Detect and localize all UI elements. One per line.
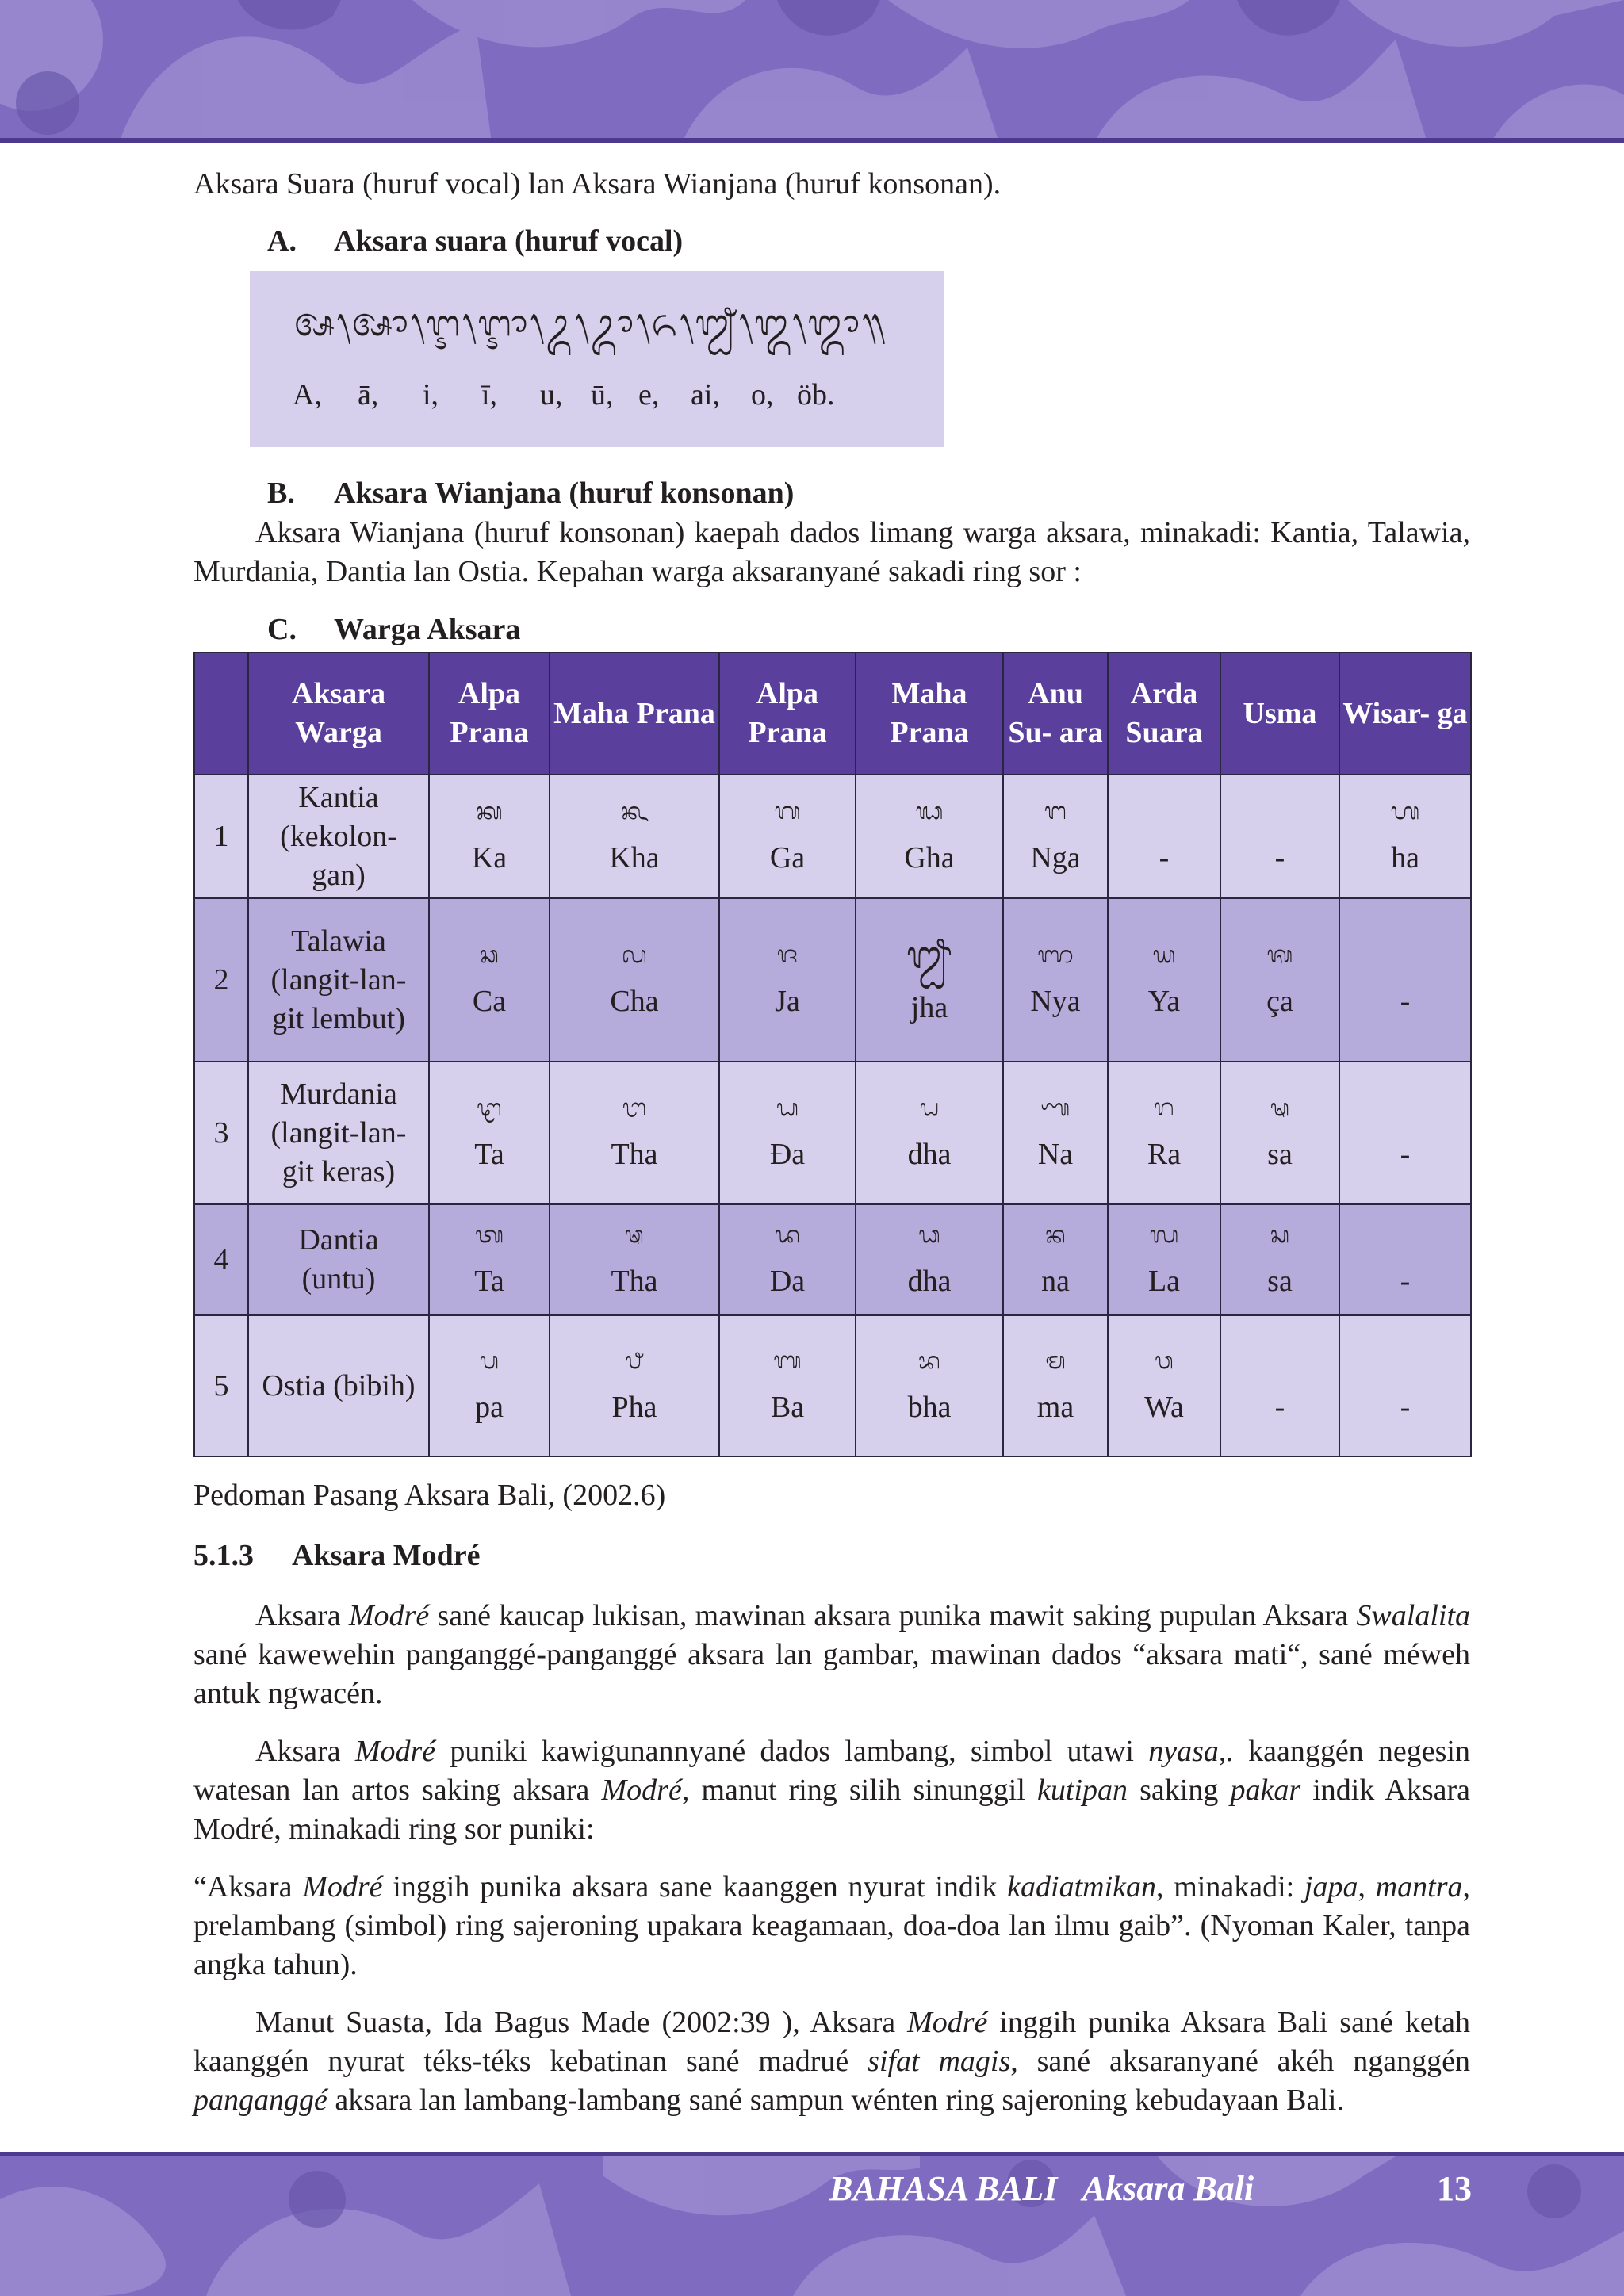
- latin-transliteration: pa: [475, 1390, 504, 1424]
- letter-pair: [1004, 796, 1107, 878]
- letter-cell: [856, 1315, 1003, 1456]
- text-run: “Aksara: [193, 1870, 303, 1904]
- latin-transliteration: -: [1400, 1137, 1411, 1171]
- text-run: , minakadi:: [1156, 1870, 1304, 1904]
- balinese-glyph: ᬝ: [477, 1093, 502, 1122]
- balinese-glyph: ᬦ: [1045, 1220, 1066, 1249]
- latin-transliteration: ha: [1391, 840, 1419, 874]
- balinese-glyph: ᬘ: [480, 940, 499, 969]
- text-run: Manut Suasta, Ida Bagus Made (2002:39 ), Aksara: [255, 2006, 908, 2039]
- letter-cell: [1108, 775, 1220, 898]
- letter-cell: [1339, 775, 1471, 898]
- balinese-glyph: ᬜ: [1037, 940, 1074, 969]
- letter-cell: [1003, 898, 1108, 1062]
- letter-pair: [430, 1219, 549, 1301]
- section-b-heading: B. Aksara Wianjana (huruf konsonan): [267, 476, 795, 510]
- latin-transliteration: Ka: [471, 840, 508, 874]
- letter-pair: [550, 1345, 718, 1427]
- latin-transliteration: Gha: [904, 840, 955, 874]
- letter-cell: [550, 1062, 719, 1204]
- letter-cell: [429, 898, 550, 1062]
- text-run: aksara lan lambang-lambang sané sampun wénten ring sajeroning kebudayaan Bali.: [327, 2084, 1344, 2117]
- letter-pair: [1109, 1219, 1220, 1301]
- intro-line: Aksara Suara (huruf vocal) lan Aksara Wianjana (huruf konsonan).: [193, 167, 1002, 201]
- letter-pair: [1004, 1345, 1107, 1427]
- latin-transliteration: Kha: [609, 840, 660, 874]
- balinese-glyph: ᬳ: [1390, 797, 1420, 825]
- balinese-glyph: ᬖ: [915, 797, 944, 825]
- warga-name-cell: Dantia (untu): [248, 1204, 429, 1315]
- header-cell: Maha Prana: [550, 652, 719, 775]
- letter-cell: [1339, 1062, 1471, 1204]
- letter-cell: [1339, 898, 1471, 1062]
- balinese-glyph: ᬡ: [1040, 1093, 1071, 1122]
- letter-cell: [856, 1062, 1003, 1204]
- latin-transliteration: Tha: [611, 1137, 658, 1171]
- letter-cell: [856, 1204, 1003, 1315]
- latin-transliteration: -: [1274, 840, 1285, 874]
- latin-transliteration: jha: [910, 990, 948, 1024]
- letter-pair: [1340, 1345, 1470, 1427]
- paragraph-3: [193, 2003, 1470, 2120]
- letter-cell: [1108, 1315, 1220, 1456]
- latin-transliteration: Ya: [1147, 984, 1181, 1018]
- balinese-glyph: ᬣ: [625, 1220, 644, 1249]
- row-number-cell: 2: [194, 898, 248, 1062]
- italic-term: sifat magis: [868, 2045, 1011, 2078]
- balinese-glyph: ᬟ: [776, 1093, 799, 1122]
- letter-pair: [856, 1345, 1002, 1427]
- letter-cell: [1220, 775, 1339, 898]
- bottom-ornament-band: [0, 2152, 1624, 2296]
- letter-pair: [1004, 939, 1107, 1021]
- table-row: [194, 898, 1471, 1062]
- band-edge-line: [0, 2152, 1624, 2156]
- header-cell: Alpa Prana: [429, 652, 550, 775]
- header-cell: [194, 652, 248, 775]
- latin-transliteration: Đa: [769, 1137, 806, 1171]
- top-ornament-band: [0, 0, 1624, 143]
- letter-pair: [720, 1219, 855, 1301]
- balinese-glyph: ᬲ: [1270, 1220, 1290, 1249]
- italic-term: mantra: [1375, 1870, 1463, 1904]
- paragraph-1: [193, 1597, 1470, 1713]
- latin-transliteration: -: [1400, 984, 1411, 1018]
- latin-transliteration: na: [1041, 1264, 1070, 1298]
- latin-transliteration: -: [1400, 1390, 1411, 1424]
- quote-paragraph: [193, 1868, 1470, 1984]
- letter-cell: [719, 1204, 856, 1315]
- latin-transliteration: -: [1159, 840, 1170, 874]
- letter-pair: [1340, 1093, 1470, 1174]
- latin-transliteration: Na: [1037, 1137, 1074, 1171]
- warga-name-cell: Kantia (kekolon- gan): [248, 775, 429, 898]
- letter-pair: [1004, 1219, 1107, 1301]
- header-cell: Usma: [1220, 652, 1339, 775]
- latin-transliteration: Da: [769, 1264, 806, 1298]
- row-number-cell: 3: [194, 1062, 248, 1204]
- balinese-glyph: ᬠ: [919, 1093, 940, 1122]
- letter-pair: [856, 796, 1002, 878]
- text-run: Aksara: [255, 1735, 355, 1768]
- balinese-glyph: ᬰ: [1266, 940, 1293, 969]
- row-number-cell: 5: [194, 1315, 248, 1456]
- letter-pair: [856, 1219, 1002, 1301]
- text-run: , manut ring silih sinunggil: [681, 1774, 1038, 1807]
- balinese-glyph: ᬢ: [474, 1220, 504, 1249]
- table-source: Pedoman Pasang Aksara Bali, (2002.6): [193, 1479, 666, 1512]
- balinese-glyph: ᬗ: [1044, 797, 1067, 825]
- latin-transliteration: ça: [1266, 984, 1293, 1018]
- section-b-body: Aksara Wianjana (huruf konsonan) kaepah dados limang warga aksara, minakadi: Kantia, Talawia, Murdania, Dantia lan Ostia. Kepahan warga aksaranyané sakadi ring sor :: [193, 516, 1470, 588]
- vocal-letters-box: [250, 271, 944, 447]
- italic-term: Modré: [302, 1870, 383, 1904]
- balinese-glyph: ᬨ: [625, 1346, 644, 1375]
- latin-transliteration: ma: [1036, 1390, 1074, 1424]
- balinese-glyph: ᬬ: [1152, 940, 1176, 969]
- text-run: kaanggén negesin watesan lan artos saking aksara: [193, 1735, 1470, 1807]
- latin-transliteration: Ra: [1147, 1137, 1182, 1171]
- letter-cell: [429, 1062, 550, 1204]
- balinese-glyph: ᬭ: [1154, 1093, 1174, 1122]
- latin-transliteration: Ta: [474, 1264, 504, 1298]
- italic-term: pakar: [1230, 1774, 1301, 1807]
- letter-pair: [430, 796, 549, 878]
- latin-transliteration: Pha: [611, 1390, 657, 1424]
- italic-term: Modré: [601, 1774, 682, 1807]
- letter-cell: [1220, 1204, 1339, 1315]
- balinese-vocal-script: ᬅ᭞ᬆ᭞ᬇ᭞ᬈ᭞ᬉ᭞ᬊ᭞ᬏ᭞ᬐ᭞ᬑ᭞ᬒ᭟: [294, 301, 887, 344]
- letter-pair: [430, 939, 549, 1021]
- letter-pair: [720, 796, 855, 878]
- balinese-glyph: ᬥ: [918, 1220, 940, 1249]
- table-body: [194, 775, 1471, 1456]
- letter-cell: [1108, 1062, 1220, 1204]
- letter-cell: [1220, 1315, 1339, 1456]
- letter-cell: [856, 775, 1003, 898]
- italic-term: Modré: [907, 2006, 988, 2039]
- vocal-latin: ī,: [481, 378, 498, 411]
- balinese-glyph: ᬫ: [1045, 1346, 1066, 1375]
- letter-cell: [1339, 1315, 1471, 1456]
- page-number: 13: [1437, 2169, 1472, 2208]
- letter-cell: [856, 898, 1003, 1062]
- text-run: , prelambang (simbol) ring sajeroning upakara keagamaan, doa-doa lan ilmu gaib”. (Nyoman Kaler, tanpa angka tahun).: [193, 1870, 1470, 1981]
- latin-transliteration: sa: [1267, 1264, 1293, 1298]
- letter-cell: [1220, 1062, 1339, 1204]
- balinese-glyph: ᬛ: [906, 932, 952, 978]
- italic-term: Modré: [348, 1599, 430, 1632]
- warga-aksara-table: [193, 652, 1472, 1457]
- balinese-glyph: ᬱ: [1270, 1093, 1290, 1122]
- row-number-cell: 4: [194, 1204, 248, 1315]
- italic-term: Modré: [354, 1735, 436, 1768]
- letter-pair: [550, 939, 718, 1021]
- latin-transliteration: Wa: [1144, 1390, 1184, 1424]
- balinese-glyph: ᬮ: [1149, 1220, 1179, 1249]
- balinese-glyph: ᬕ: [774, 797, 801, 825]
- text-run: , sané aksaranyané akéh nganggén: [1010, 2045, 1471, 2078]
- balinese-glyph: ᬪ: [918, 1346, 940, 1375]
- letter-cell: [550, 775, 719, 898]
- latin-transliteration: Ca: [472, 984, 507, 1018]
- vocal-latin: A,: [293, 378, 322, 411]
- header-cell: Wisar- ga: [1339, 652, 1471, 775]
- letter-pair: [1221, 1219, 1339, 1301]
- table-row: [194, 1062, 1471, 1204]
- vocal-latin: ū,: [591, 378, 614, 411]
- latin-transliteration: Ta: [474, 1137, 504, 1171]
- letter-cell: [719, 1315, 856, 1456]
- italic-term: japa: [1304, 1870, 1358, 1904]
- header-cell: Arda Suara: [1108, 652, 1220, 775]
- text-run: Aksara: [255, 1599, 349, 1632]
- balinese-glyph: ᬞ: [622, 1093, 647, 1122]
- latin-transliteration: Cha: [610, 984, 659, 1018]
- balinese-glyph: ᬯ: [1155, 1346, 1174, 1375]
- warga-name-cell: Ostia (bibih): [248, 1315, 429, 1456]
- paragraph-2: [193, 1732, 1470, 1849]
- balinese-glyph: ᬓ: [476, 797, 503, 825]
- vocal-latin: ā,: [358, 378, 379, 411]
- letter-pair: [1340, 796, 1470, 878]
- vocal-latin: o,: [751, 378, 774, 411]
- text-run: sané kaucap lukisan, mawinan aksara punika mawit saking pupulan Aksara: [429, 1599, 1357, 1632]
- letter-cell: [719, 898, 856, 1062]
- text-run: indik Aksara Modré, minakadi ring sor puniki:: [193, 1774, 1470, 1846]
- letter-cell: [1003, 775, 1108, 898]
- letter-pair: [1221, 796, 1339, 878]
- italic-term: kadiatmikan: [1007, 1870, 1157, 1904]
- balinese-glyph: ᬧ: [479, 1346, 500, 1375]
- vocal-latin: e,: [638, 378, 660, 411]
- balinese-glyph: ᬩ: [773, 1346, 802, 1375]
- balinese-glyph: ᬚ: [776, 940, 799, 969]
- latin-transliteration: La: [1147, 1264, 1181, 1298]
- latin-transliteration: -: [1274, 1390, 1285, 1424]
- latin-transliteration: sa: [1267, 1137, 1293, 1171]
- letter-cell: [1003, 1204, 1108, 1315]
- letter-pair: [1109, 1345, 1220, 1427]
- letter-cell: [1108, 1204, 1220, 1315]
- latin-transliteration: Nya: [1030, 984, 1081, 1018]
- latin-transliteration: -: [1400, 1264, 1411, 1298]
- latin-transliteration: Nga: [1030, 840, 1081, 874]
- vocal-latin: ai,: [691, 378, 720, 411]
- letter-cell: [719, 775, 856, 898]
- text-run: puniki kawigunannyané dados lambang, simbol utawi: [435, 1735, 1149, 1768]
- latin-transliteration: bha: [907, 1390, 952, 1424]
- text-run: ,: [1358, 1870, 1376, 1904]
- section-c-heading: C. Warga Aksara: [267, 613, 521, 646]
- latin-transliteration: Ga: [769, 840, 806, 874]
- letter-pair: [856, 933, 1002, 1027]
- footer-book-title: BAHASA BALI Aksara Bali: [829, 2169, 1254, 2208]
- letter-pair: [720, 1093, 855, 1174]
- text-run: sané kawewehin panganggé-panganggé aksara lan gambar, mawinan dados “aksara mati“, sané méweh antuk ngwacén.: [193, 1638, 1470, 1710]
- latin-transliteration: dha: [907, 1264, 952, 1298]
- letter-cell: [550, 1315, 719, 1456]
- letter-pair: [1221, 1093, 1339, 1174]
- letter-pair: [550, 1219, 718, 1301]
- latin-transliteration: Ja: [775, 984, 800, 1018]
- table-row: [194, 1204, 1471, 1315]
- letter-cell: [550, 1204, 719, 1315]
- letter-cell: [429, 1204, 550, 1315]
- warga-name-cell: Murdania (langit-lan- git keras): [248, 1062, 429, 1204]
- section-513-heading: 5.1.3 Aksara Modré: [193, 1539, 481, 1572]
- balinese-glyph: ᬤ: [774, 1220, 801, 1249]
- letter-cell: [1003, 1315, 1108, 1456]
- letter-cell: [429, 775, 550, 898]
- table-row: [194, 1315, 1471, 1456]
- header-cell: Aksara Warga: [248, 652, 429, 775]
- letter-pair: [1109, 1093, 1220, 1174]
- vocal-latin: u,: [540, 378, 563, 411]
- table-header-row: [194, 652, 1471, 775]
- letter-pair: [430, 1345, 549, 1427]
- vocal-latin: i,: [423, 378, 439, 411]
- letter-pair: [856, 1093, 1002, 1174]
- letter-pair: [430, 1093, 549, 1174]
- letter-pair: [1109, 939, 1220, 1021]
- balinese-glyph: ᬙ: [622, 940, 647, 969]
- header-cell: Maha Prana: [856, 652, 1003, 775]
- italic-term: nyasa,.: [1148, 1735, 1234, 1768]
- letter-pair: [1340, 939, 1470, 1021]
- latin-transliteration: Tha: [611, 1264, 658, 1298]
- text-run: saking: [1128, 1774, 1231, 1807]
- letter-cell: [429, 1315, 550, 1456]
- batik-ornament: [0, 0, 1624, 143]
- latin-transliteration: dha: [907, 1137, 952, 1171]
- text-run: inggih punika aksara sane kaanggen nyurat indik: [382, 1870, 1008, 1904]
- row-number-cell: 1: [194, 775, 248, 898]
- letter-pair: [1340, 1219, 1470, 1301]
- letter-cell: [719, 1062, 856, 1204]
- band-edge-line: [0, 138, 1624, 143]
- italic-term: kutipan: [1037, 1774, 1128, 1807]
- latin-transliteration: Ba: [770, 1390, 805, 1424]
- warga-name-cell: Talawia (langit-lan- git lembut): [248, 898, 429, 1062]
- table-row: [194, 775, 1471, 898]
- italic-term: panganggé: [193, 2084, 327, 2117]
- letter-pair: [720, 1345, 855, 1427]
- letter-pair: [550, 796, 718, 878]
- letter-cell: [1003, 1062, 1108, 1204]
- italic-term: Swalalita: [1356, 1599, 1470, 1632]
- text-run: inggih punika Aksara Bali sané ketah kaanggén nyurat téks-téks kebatinan sané madrué: [193, 2006, 1470, 2078]
- letter-pair: [1221, 1345, 1339, 1427]
- letter-cell: [1339, 1204, 1471, 1315]
- section-a-heading: A. Aksara suara (huruf vocal): [267, 224, 684, 258]
- letter-pair: [1109, 796, 1220, 878]
- letter-cell: [1220, 898, 1339, 1062]
- header-cell: Alpa Prana: [719, 652, 856, 775]
- batik-ornament: [0, 2152, 1624, 2296]
- balinese-glyph: ᬔ: [621, 797, 648, 825]
- letter-pair: [550, 1093, 718, 1174]
- letter-pair: [1221, 939, 1339, 1021]
- letter-pair: [1004, 1093, 1107, 1174]
- letter-cell: [1108, 898, 1220, 1062]
- letter-cell: [550, 898, 719, 1062]
- vocal-latin: öb.: [797, 378, 835, 411]
- header-cell: Anu Su- ara: [1003, 652, 1108, 775]
- letter-pair: [720, 939, 855, 1021]
